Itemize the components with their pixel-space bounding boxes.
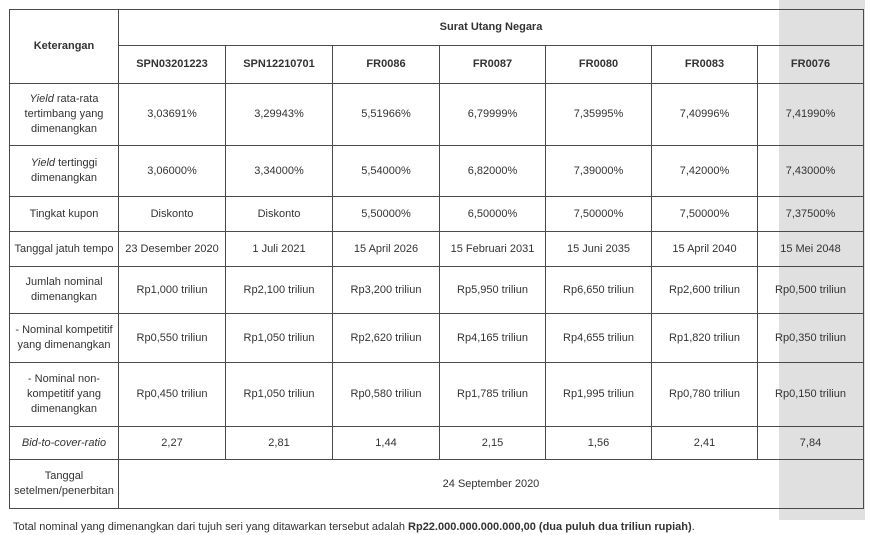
table-row	[10, 427, 864, 460]
footnote-prefix: Total nominal yang dimenangkan dari tujuh seri yang ditawarkan tersebut adalah	[13, 521, 409, 533]
value-cell: 2,15	[440, 427, 546, 460]
value-cell: 7,50000%	[546, 197, 652, 232]
value-cell: 5,50000%	[333, 197, 440, 232]
value-cell: Rp1,785 triliun	[440, 363, 546, 427]
value-cell: Rp1,050 triliun	[226, 314, 333, 363]
row-label-text: - Nominal non-kompetitif yang dimenangkan	[27, 373, 101, 415]
series-header-fr0076: FR0076	[758, 46, 864, 84]
table-row	[10, 314, 864, 363]
row-label-text: - Nominal kompetitif yang dimenangkan	[15, 324, 113, 351]
value-cell: Rp1,995 triliun	[546, 363, 652, 427]
footnote	[13, 520, 695, 534]
settlement-row	[10, 460, 864, 509]
value-cell: 2,81	[226, 427, 333, 460]
auction-results-table	[9, 9, 864, 509]
value-cell: 5,51966%	[333, 84, 440, 146]
value-cell: Rp2,600 triliun	[652, 267, 758, 314]
series-header-fr0080: FR0080	[546, 46, 652, 84]
value-cell: Rp0,780 triliun	[652, 363, 758, 427]
value-cell: 1 Juli 2021	[226, 232, 333, 267]
value-cell: Rp0,150 triliun	[758, 363, 864, 427]
value-cell: 7,39000%	[546, 146, 652, 197]
table-row	[10, 267, 864, 314]
row-label-text: rata-rata tertimbang yang dimenangkan	[24, 93, 104, 135]
table-row	[10, 84, 864, 146]
value-cell: 7,35995%	[546, 84, 652, 146]
value-cell: Rp1,050 triliun	[226, 363, 333, 427]
row-label-cell	[10, 146, 119, 197]
value-cell: Rp2,100 triliun	[226, 267, 333, 314]
value-cell: Rp0,580 triliun	[333, 363, 440, 427]
value-cell: Rp6,650 triliun	[546, 267, 652, 314]
row-label-cell	[10, 232, 119, 267]
header-row-group	[10, 10, 864, 46]
series-header-fr0083: FR0083	[652, 46, 758, 84]
series-header-spn12210701: SPN12210701	[226, 46, 333, 84]
footnote-suffix: .	[691, 521, 695, 533]
value-cell: 7,41990%	[758, 84, 864, 146]
table-row	[10, 363, 864, 427]
value-cell: Diskonto	[119, 197, 226, 232]
value-cell: 3,29943%	[226, 84, 333, 146]
value-cell: 3,06000%	[119, 146, 226, 197]
row-label-italic: Yield	[29, 93, 54, 105]
value-cell: 15 Mei 2048	[758, 232, 864, 267]
row-label-text: Jumlah nominal dimenangkan	[25, 276, 103, 303]
value-cell: 7,43000%	[758, 146, 864, 197]
value-cell: Rp4,655 triliun	[546, 314, 652, 363]
value-cell: Rp4,165 triliun	[440, 314, 546, 363]
row-label-cell	[10, 197, 119, 232]
value-cell: 3,34000%	[226, 146, 333, 197]
table-row	[10, 232, 864, 267]
row-label-text: Tanggal jatuh tempo	[14, 242, 114, 255]
series-header-spn03201223: SPN03201223	[119, 46, 226, 84]
value-cell: 15 Februari 2031	[440, 232, 546, 267]
row-label-text: tertinggi dimenangkan	[30, 157, 98, 184]
value-cell: 6,82000%	[440, 146, 546, 197]
value-cell: Rp0,350 triliun	[758, 314, 864, 363]
value-cell: 2,41	[652, 427, 758, 460]
footnote-amount: Rp22.000.000.000.000,00 (dua puluh dua triliun rupiah)	[408, 521, 692, 533]
value-cell: 15 April 2026	[333, 232, 440, 267]
row-label-cell	[10, 427, 119, 460]
value-cell: Rp2,620 triliun	[333, 314, 440, 363]
row-label-cell	[10, 314, 119, 363]
value-cell: 15 April 2040	[652, 232, 758, 267]
value-cell: 6,50000%	[440, 197, 546, 232]
value-cell: Rp0,550 triliun	[119, 314, 226, 363]
value-cell: 7,40996%	[652, 84, 758, 146]
row-label-cell	[10, 267, 119, 314]
value-cell: 2,27	[119, 427, 226, 460]
value-cell: Rp3,200 triliun	[333, 267, 440, 314]
settlement-label-cell: Tanggal setelmen/penerbitan	[10, 460, 119, 509]
value-cell: 1,56	[546, 427, 652, 460]
value-cell: Rp0,500 triliun	[758, 267, 864, 314]
row-label-cell	[10, 363, 119, 427]
value-cell: 1,44	[333, 427, 440, 460]
row-header-cell: Keterangan	[10, 10, 119, 84]
group-header-cell: Surat Utang Negara	[119, 10, 864, 46]
value-cell: Rp0,450 triliun	[119, 363, 226, 427]
series-header-fr0087: FR0087	[440, 46, 546, 84]
value-cell: 5,54000%	[333, 146, 440, 197]
value-cell: 23 Desember 2020	[119, 232, 226, 267]
value-cell: 6,79999%	[440, 84, 546, 146]
value-cell: 7,84	[758, 427, 864, 460]
value-cell: 15 Juni 2035	[546, 232, 652, 267]
series-header-fr0086: FR0086	[333, 46, 440, 84]
value-cell: 7,50000%	[652, 197, 758, 232]
value-cell: 7,42000%	[652, 146, 758, 197]
value-cell: Rp1,000 triliun	[119, 267, 226, 314]
value-cell: Rp1,820 triliun	[652, 314, 758, 363]
row-label-text: Tingkat kupon	[29, 207, 99, 220]
value-cell: 7,37500%	[758, 197, 864, 232]
table-body	[10, 84, 864, 460]
row-label-cell	[10, 84, 119, 146]
value-cell: Rp5,950 triliun	[440, 267, 546, 314]
row-label-italic: Yield	[30, 157, 56, 169]
value-cell: Diskonto	[226, 197, 333, 232]
settlement-value-cell: 24 September 2020	[119, 460, 864, 509]
table-row	[10, 197, 864, 232]
table-row	[10, 146, 864, 197]
value-cell: 3,03691%	[119, 84, 226, 146]
row-label-italic: Bid-to-cover-ratio	[21, 436, 107, 449]
header-row-series	[10, 46, 864, 84]
